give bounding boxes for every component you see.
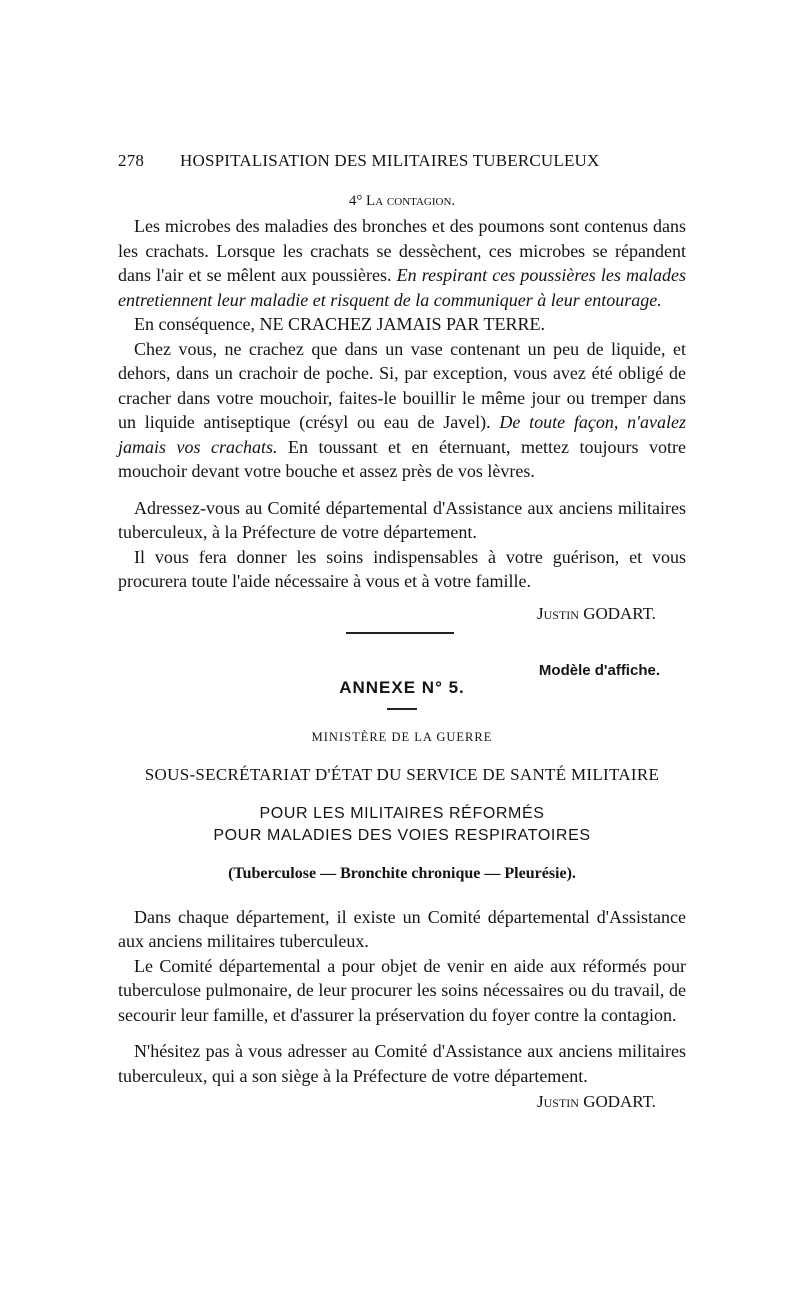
page-number: 278 xyxy=(118,151,145,170)
paragraph-crachez-text-b: En toussant et en éternuant, mettez toujours votre mouchoir devant votre bouche et assez près de vos lèvres. xyxy=(118,436,686,481)
paragraph-microbes-text: Les microbes des maladies des bronches et des poumons sont contenus dans les crachats. Lorsque les crachats se dessèchent, ces microbes se répandent dans l'air et se mêlent aux poussières. xyxy=(118,216,686,285)
sous-secretariat-heading: SOUS-SECRÉTARIAT D'ÉTAT DU SERVICE DE SANTÉ MILITAIRE xyxy=(144,764,660,784)
section-title: 4° La contagion. xyxy=(348,193,456,209)
modele-affiche-label: Modèle d'affiche. xyxy=(538,661,660,679)
militaires-reformes-heading: POUR LES MILITAIRES RÉFORMÉS xyxy=(259,804,545,822)
annex-divider xyxy=(387,708,417,710)
paragraph-crachez-text-a: Chez vous, ne crachez que dans un vase contenant un peu de liquide, et dehors, dans un crachoir de poche. Si, par exception, vous avez été obligé de cracher dans votre mouchoir, faites-le bouillir le même jour ou tremper dans un liquide antiseptique (crésyl ou eau de Javel). xyxy=(118,338,686,432)
section-divider xyxy=(346,632,454,634)
signature-godart-1: Justin GODART. xyxy=(537,603,656,623)
paragraph-microbes xyxy=(118,214,686,312)
running-title: HOSPITALISATION DES MILITAIRES TUBERCULEUX xyxy=(180,151,600,170)
paragraph-microbes-italic: En respirant ces poussières les malades entretiennent leur maladie et risquent de la communiquer à leur entourage. xyxy=(118,265,686,310)
annex-paragraph-comite: Dans chaque département, il existe un Comité départemental d'Assistance aux anciens militaires tuberculeux. xyxy=(118,906,686,951)
annex-title: ANNEXE N° 5. xyxy=(339,677,465,697)
page-header xyxy=(118,150,686,172)
document-page xyxy=(118,150,686,1112)
paragraph-consequence: En conséquence, NE CRACHEZ JAMAIS PAR TERRE. xyxy=(134,314,545,334)
paragraph-soins: Il vous fera donner les soins indispensables à votre guérison, et vous procurera toute l'aide nécessaire à vous et à votre famille. xyxy=(118,546,686,591)
signature-godart-2: Justin GODART. xyxy=(537,1092,656,1111)
paragraph-crachez-italic: De toute façon, n'avalez jamais vos crachats. xyxy=(118,412,686,457)
maladies-list: (Tuberculose — Bronchite chronique — Pleurésie). xyxy=(228,864,576,882)
maladies-voies-heading: POUR MALADIES DES VOIES RESPIRATOIRES xyxy=(213,826,591,844)
annex-paragraph-objet: Le Comité départemental a pour objet de venir en aide aux réformés pour tuberculose pulmonaire, de leur procurer les soins nécessaires ou du travail, de secourir leur famille, et d'assurer la préservation du foyer contre la contagion. xyxy=(118,955,686,1025)
paragraph-crachez xyxy=(118,337,686,484)
ministere-heading: MINISTÈRE DE LA GUERRE xyxy=(311,729,493,744)
annex-paragraph-nhesitez: N'hésitez pas à vous adresser au Comité d'Assistance aux anciens militaires tuberculeux, qui a son siège à la Préfecture de votre département. xyxy=(118,1041,686,1086)
annex-heading-block xyxy=(118,652,686,696)
paragraph-adressez: Adressez-vous au Comité départemental d'Assistance aux anciens militaires tuberculeux, à la Préfecture de votre département. xyxy=(118,497,686,542)
